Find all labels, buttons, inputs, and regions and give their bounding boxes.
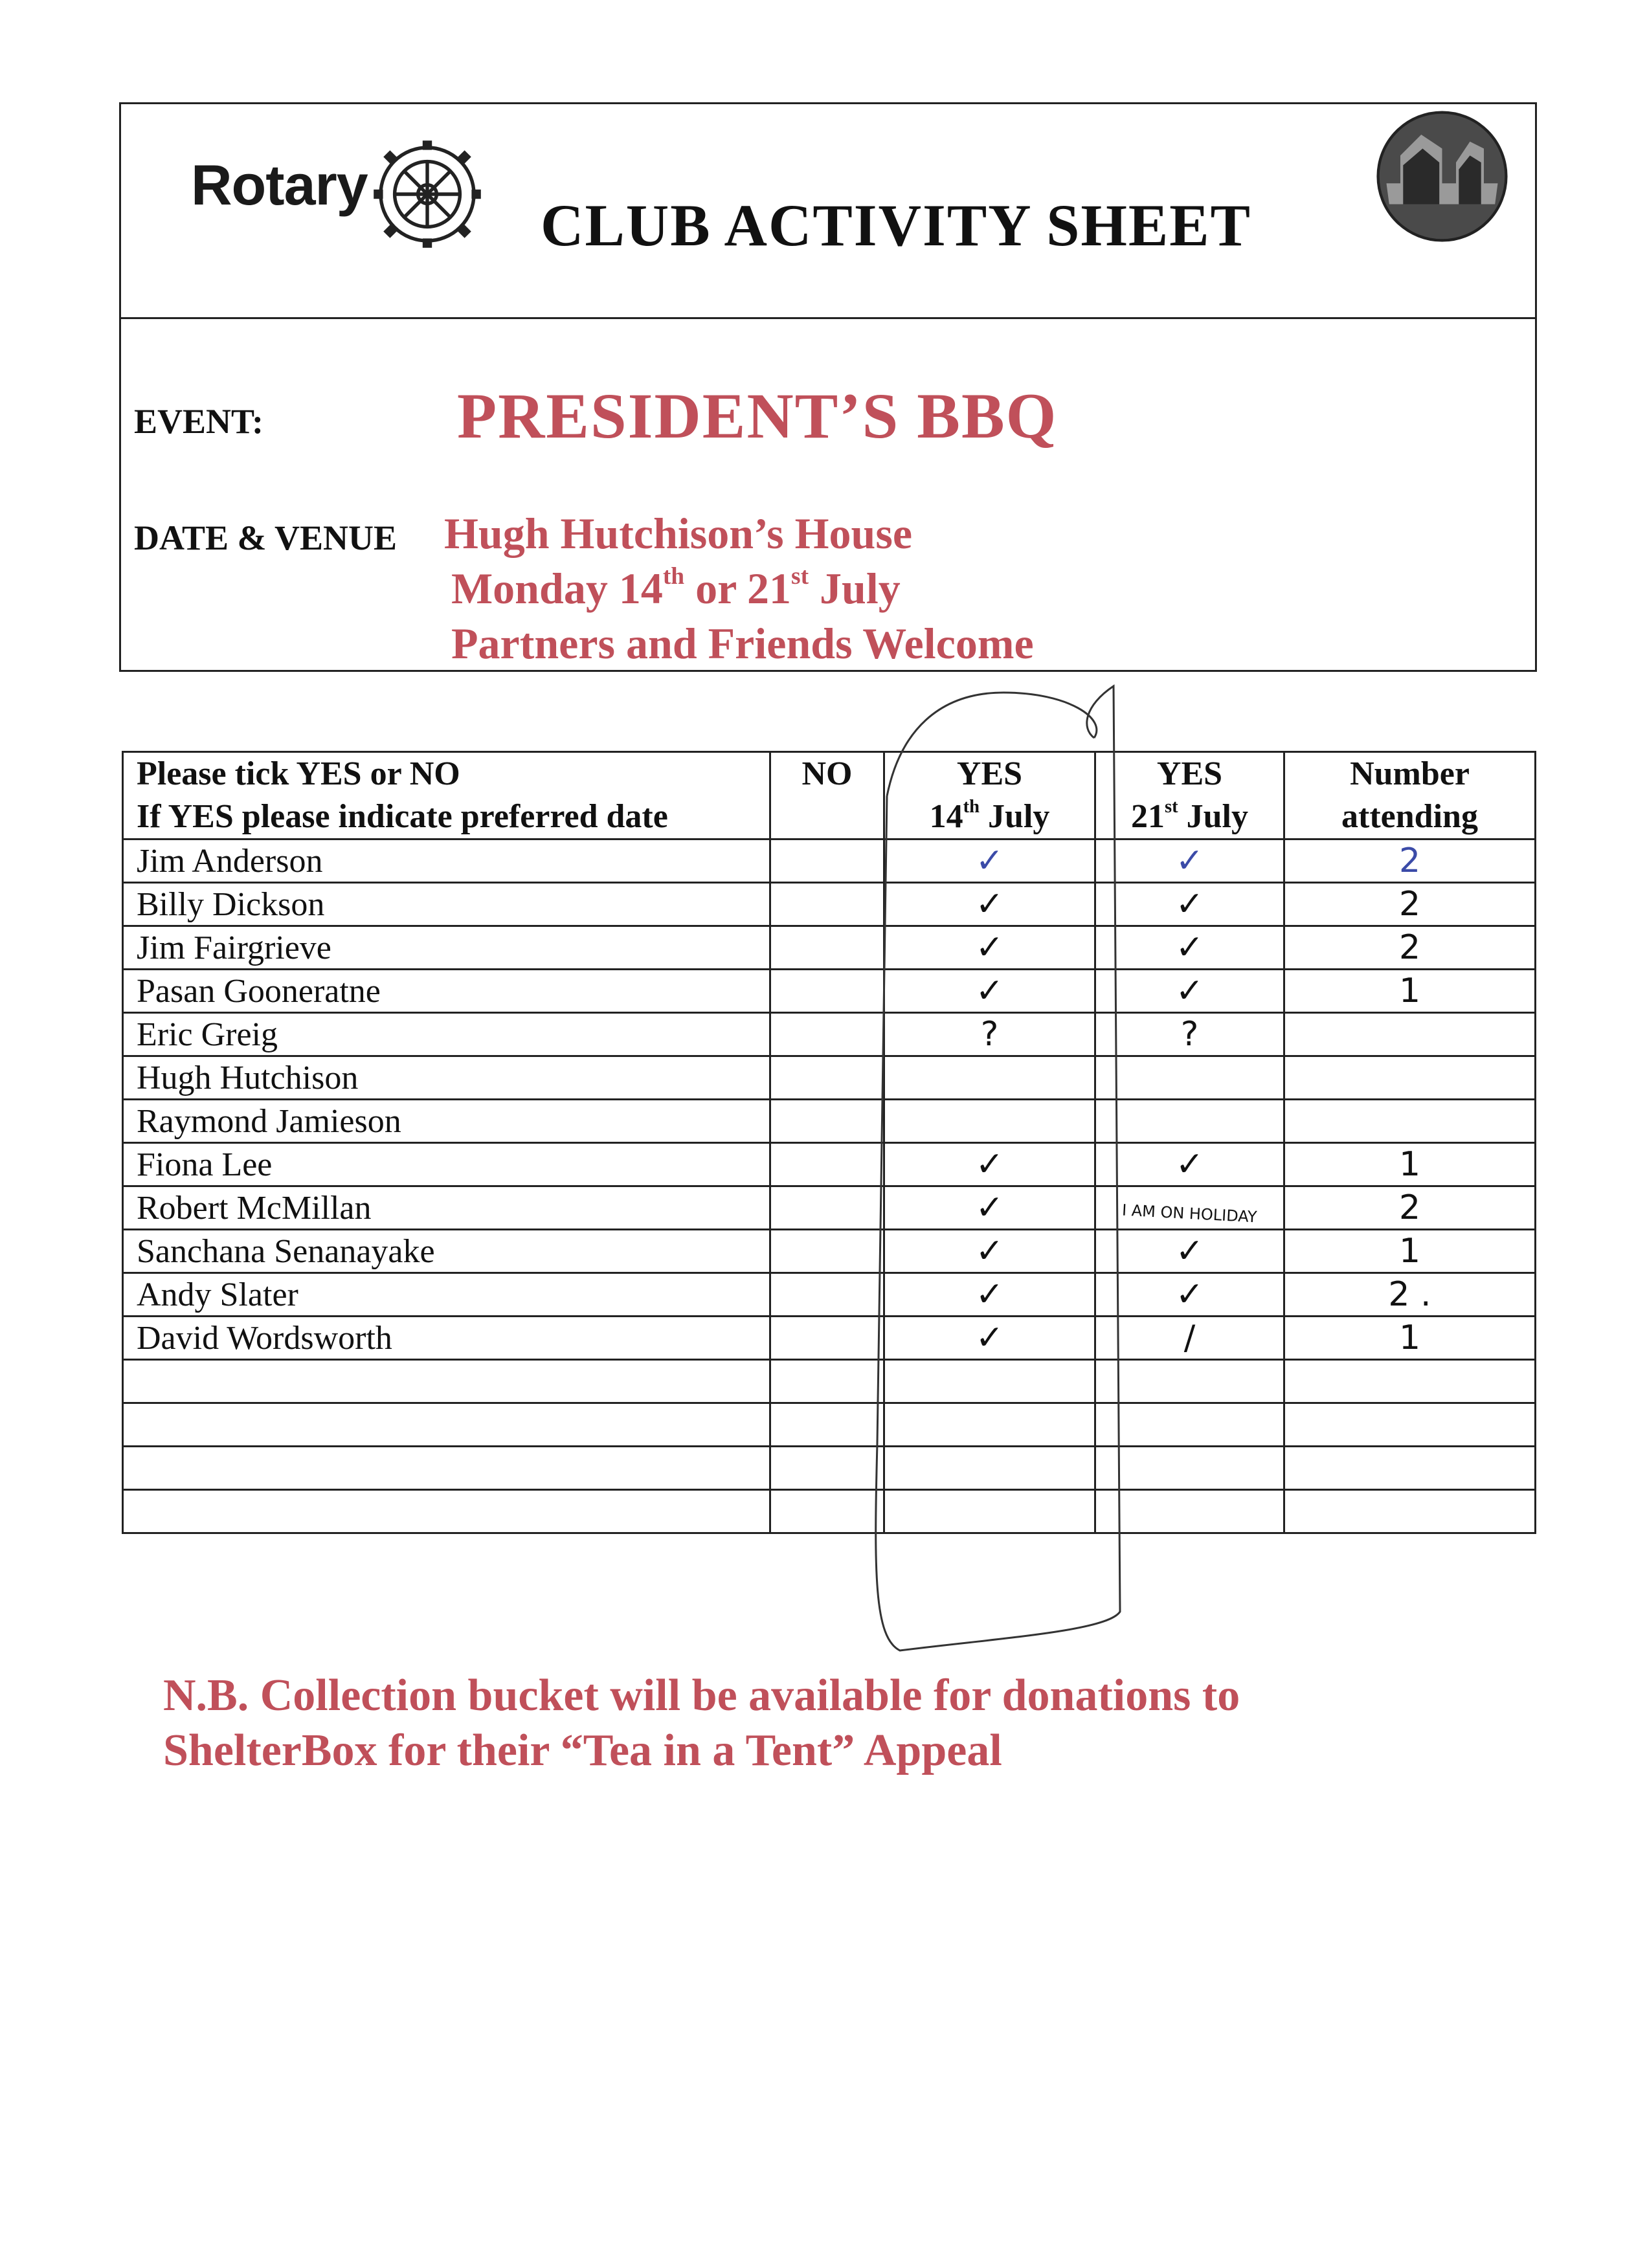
- rotary-wordmark: Rotary: [191, 153, 368, 217]
- number-line-1: Number: [1350, 755, 1470, 792]
- yes-14-num: 14: [929, 798, 963, 835]
- table-row: [123, 1490, 1536, 1533]
- yes-14-cell: ✓: [884, 1143, 1095, 1186]
- member-name: Jim Fairgrieve: [123, 926, 770, 970]
- table-row: [123, 970, 1536, 1013]
- note-line-1: N.B. Collection bucket will be available for donations to: [163, 1671, 1240, 1720]
- yes-14-cell: ?: [884, 1013, 1095, 1056]
- yes-14-cell: ✓: [884, 839, 1095, 883]
- yes-14-sup: th: [963, 797, 980, 817]
- instructions-line-1: Please tick YES or NO: [137, 755, 460, 792]
- number-attending-cell: 1: [1284, 970, 1536, 1013]
- number-attending-cell: 1: [1284, 1230, 1536, 1273]
- member-name: Andy Slater: [123, 1273, 770, 1317]
- table-row: [123, 1273, 1536, 1317]
- instructions-header: [123, 752, 770, 839]
- table-row: [123, 1360, 1536, 1403]
- number-attending-cell: [1284, 1013, 1536, 1056]
- table-header-row: [123, 752, 1536, 839]
- number-attending-cell: [1284, 1100, 1536, 1143]
- yes-21-cell: ✓: [1095, 1230, 1284, 1273]
- date-ordinal-2: st: [791, 563, 809, 590]
- number-attending-cell: 2: [1284, 883, 1536, 926]
- yes-14-cell: ✓: [884, 970, 1095, 1013]
- date-prefix: Monday 14: [451, 564, 663, 613]
- event-name: PRESIDENT’S BBQ: [457, 380, 1058, 452]
- table-row: [123, 1230, 1536, 1273]
- rotary-wheel-icon: [369, 136, 486, 252]
- number-attending-cell: [1284, 1490, 1536, 1533]
- table-row: [123, 883, 1536, 926]
- partners-welcome: Partners and Friends Welcome: [451, 619, 1034, 668]
- yes-21-line-1: YES: [1156, 755, 1223, 792]
- number-attending-cell: [1284, 1403, 1536, 1447]
- member-name: Hugh Hutchison: [123, 1056, 770, 1100]
- instructions-line-2: If YES please indicate preferred date: [137, 798, 668, 835]
- header-divider: [119, 317, 1537, 319]
- table-row: [123, 926, 1536, 970]
- member-name: Fiona Lee: [123, 1143, 770, 1186]
- yes-21-cell: ?: [1095, 1013, 1284, 1056]
- table-row: [123, 1056, 1536, 1100]
- yes-14-cell: ✓: [884, 926, 1095, 970]
- note-line-2: ShelterBox for their “Tea in a Tent” Appeal: [163, 1726, 1002, 1775]
- number-attending-cell: [1284, 1360, 1536, 1403]
- venue: Hugh Hutchison’s House: [444, 509, 912, 558]
- number-line-2: attending: [1341, 798, 1478, 835]
- yes-14-suffix: July: [980, 798, 1050, 835]
- table-row: [123, 1403, 1536, 1447]
- yes-21-cell: ✓: [1095, 926, 1284, 970]
- member-name: Raymond Jamieson: [123, 1100, 770, 1143]
- number-attending-cell: [1284, 1447, 1536, 1490]
- yes-21-cell: ✓: [1095, 1143, 1284, 1186]
- member-name: Pasan Gooneratne: [123, 970, 770, 1013]
- number-attending-cell: 1: [1284, 1143, 1536, 1186]
- table-row: [123, 1317, 1536, 1360]
- rsvp-body: [123, 839, 1536, 1533]
- yes-21-cell: /: [1095, 1317, 1284, 1360]
- yes-21-cell: ✓: [1095, 970, 1284, 1013]
- number-attending-cell: [1284, 1056, 1536, 1100]
- holiday-note: I AM ON HOLIDAY: [1121, 1201, 1258, 1227]
- club-castle-logo-icon: [1372, 107, 1512, 246]
- yes-14-cell: ✓: [884, 883, 1095, 926]
- hand-drawn-loop: [861, 667, 1133, 1663]
- yes-14-cell: ✓: [884, 1273, 1095, 1317]
- yes-21-cell: ✓: [1095, 1273, 1284, 1317]
- table-row: [123, 1100, 1536, 1143]
- member-name: [123, 1490, 770, 1533]
- yes-21-num: 21: [1130, 798, 1165, 835]
- yes-21-cell: ✓: [1095, 839, 1284, 883]
- member-name: [123, 1360, 770, 1403]
- date-venue-label: DATE & VENUE: [134, 518, 398, 557]
- yes-14-cell: ✓: [884, 1317, 1095, 1360]
- rsvp-table: [122, 751, 1536, 1534]
- yes-14-cell: ✓: [884, 1230, 1095, 1273]
- event-label: EVENT:: [134, 402, 264, 441]
- yes-14-cell: ✓: [884, 1186, 1095, 1230]
- member-name: [123, 1447, 770, 1490]
- number-attending-cell: 2 .: [1284, 1273, 1536, 1317]
- date-mid: or 21: [684, 564, 792, 613]
- yes-21-cell: ✓: [1095, 883, 1284, 926]
- member-name: Billy Dickson: [123, 883, 770, 926]
- table-row: [123, 1143, 1536, 1186]
- member-name: David Wordsworth: [123, 1317, 770, 1360]
- date-ordinal-1: th: [662, 563, 685, 590]
- table-row: [123, 1186, 1536, 1230]
- member-name: Jim Anderson: [123, 839, 770, 883]
- member-name: Robert McMillan: [123, 1186, 770, 1230]
- sheet-title: CLUB ACTIVITY SHEET: [541, 192, 1252, 258]
- yes-21-suffix: July: [1178, 798, 1249, 835]
- no-column-header: NO: [770, 752, 884, 839]
- member-name: [123, 1403, 770, 1447]
- date-suffix: July: [809, 564, 901, 613]
- number-attending-cell: 2: [1284, 926, 1536, 970]
- member-name: Sanchana Senanayake: [123, 1230, 770, 1273]
- event-date: [451, 563, 901, 614]
- member-name: Eric Greig: [123, 1013, 770, 1056]
- number-attending-cell: 2: [1284, 1186, 1536, 1230]
- table-row: [123, 839, 1536, 883]
- yes-14-line-1: YES: [956, 755, 1023, 792]
- table-row: [123, 1013, 1536, 1056]
- yes-21-sup: st: [1164, 797, 1178, 817]
- number-attending-cell: 1: [1284, 1317, 1536, 1360]
- number-attending-cell: 2: [1284, 839, 1536, 883]
- table-row: [123, 1447, 1536, 1490]
- number-attending-header: [1284, 752, 1536, 839]
